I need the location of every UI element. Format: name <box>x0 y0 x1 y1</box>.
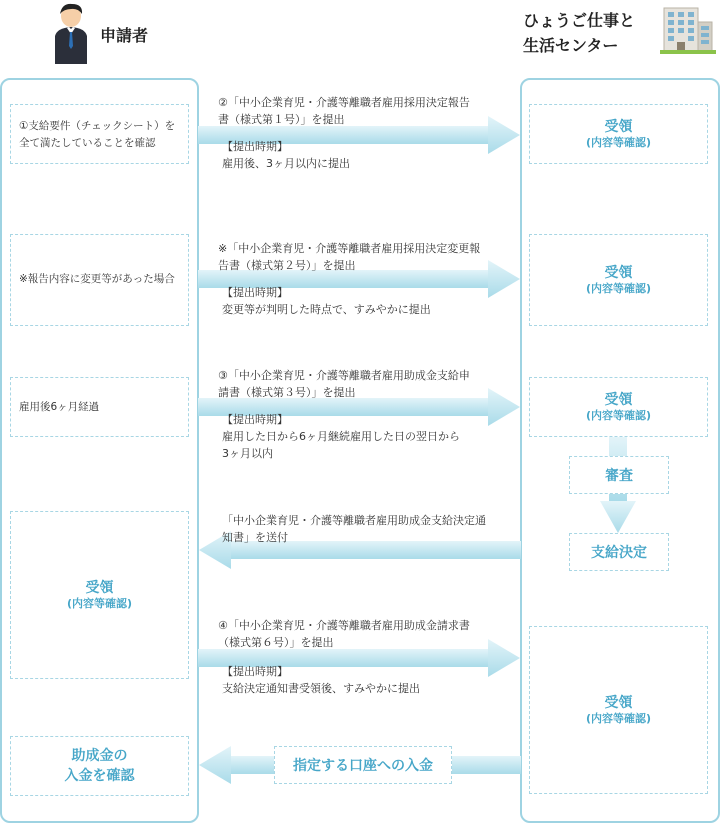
center-title-line2: 生活センター <box>523 36 619 55</box>
step2-period-text: 変更等が判明した時点で、すみやかに提出 <box>222 303 431 316</box>
step1-period-text: 雇用後、3ヶ月以内に提出 <box>222 157 350 170</box>
step4-title-line1: 「中小企業育児・介護等離職者雇用助成金支給決定通 <box>222 514 486 527</box>
applicant-title: 申請者 <box>100 26 149 45</box>
step1-text <box>218 94 514 128</box>
step3-period <box>222 411 512 462</box>
step1-title-line1: ②「中小企業育児・介護等離職者雇用採用決定報告 <box>218 96 470 109</box>
applicant-column <box>0 78 199 823</box>
payment-confirm-line2: 入金を確認 <box>64 768 135 784</box>
change-box <box>10 234 189 326</box>
businessman-icon <box>50 2 92 64</box>
applicant-received-box <box>10 511 189 679</box>
step2-text <box>218 240 514 274</box>
review-box: 審査 <box>569 456 669 494</box>
applicant-header <box>50 2 190 64</box>
step5-title-line2: （様式第６号）」を提出 <box>218 636 334 649</box>
payment-label: 指定する口座への入金 <box>274 746 452 784</box>
received-sub-1: (内容等確認) <box>585 136 652 149</box>
checksheet-text: ①支給要件（チェックシート）を全て満たしていることを確認 <box>19 120 176 149</box>
building-icon <box>660 6 716 54</box>
received-sub-2: (内容等確認) <box>585 282 652 295</box>
six-months-text: 雇用後6ヶ月経過 <box>19 401 100 413</box>
step2-title-line1: ※「中小企業育児・介護等離職者雇用採用決定変更報 <box>218 242 481 255</box>
step2-title-line2: 告書（様式第２号）」を提出 <box>218 259 356 272</box>
step4-title-line2: 知書」を送付 <box>222 531 288 544</box>
step3-text <box>218 367 514 401</box>
received-label-3: 受領 <box>604 392 633 408</box>
received-box-4 <box>529 626 708 794</box>
checksheet-box <box>10 104 189 164</box>
step3-title-line1: ③「中小企業育児・介護等離職者雇用助成金支給申 <box>218 369 470 382</box>
step3-period-text1: 雇用した日から6ヶ月継続雇用した日の翌日から <box>222 430 460 443</box>
received-label-4: 受領 <box>604 695 633 711</box>
step5-period <box>222 663 512 697</box>
decision-box: 支給決定 <box>569 533 669 571</box>
received-label-1: 受領 <box>604 119 633 135</box>
step5-title-line1: ④「中小企業育児・介護等離職者雇用助成金請求書 <box>218 619 470 632</box>
received-label-2: 受領 <box>604 265 633 281</box>
applicant-received-label: 受領 <box>85 580 114 596</box>
step1-period-label: 【提出時期】 <box>222 140 288 153</box>
payment-confirm-box <box>10 736 189 796</box>
received-box-2 <box>529 234 708 326</box>
applicant-received-sub: (内容等確認) <box>66 597 133 610</box>
step4-text <box>222 512 514 546</box>
step2-period-label: 【提出時期】 <box>222 286 288 299</box>
payment-confirm-line1: 助成金の <box>71 748 128 764</box>
step5-period-label: 【提出時期】 <box>222 665 288 678</box>
step1-period <box>222 138 512 172</box>
center-title-line1: ひょうご仕事と <box>523 11 636 30</box>
step3-period-label: 【提出時期】 <box>222 413 288 426</box>
received-box-1 <box>529 104 708 164</box>
step1-title-line2: 書（様式第１号）」を提出 <box>218 113 345 126</box>
six-months-box <box>10 377 189 437</box>
received-box-3 <box>529 377 708 437</box>
change-text: ※報告内容に変更等があった場合 <box>19 273 175 285</box>
step3-period-text2: 3ヶ月以内 <box>222 447 273 460</box>
center-header <box>520 6 720 66</box>
received-sub-3: (内容等確認) <box>585 409 652 422</box>
step3-title-line2: 請書（様式第３号）」を提出 <box>218 386 356 399</box>
received-sub-4: (内容等確認) <box>585 712 652 725</box>
step2-period <box>222 284 512 318</box>
step5-text <box>218 617 514 651</box>
step5-period-text: 支給決定通知書受領後、すみやかに提出 <box>222 682 420 695</box>
